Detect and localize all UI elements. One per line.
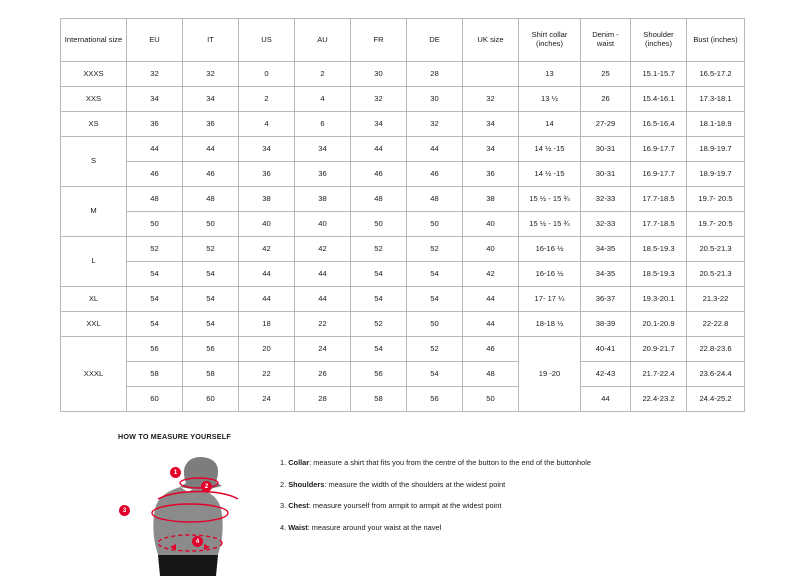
cell-bust: 20.5-21.3 [687,262,745,287]
cell-de: 50 [407,212,463,237]
cell-it: 52 [183,237,239,262]
marker-1-collar: 1 [170,467,181,478]
cell-us: 34 [239,137,295,162]
table-header [61,19,745,62]
cell-denim-waist: 30-31 [581,162,631,187]
cell-fr: 46 [351,162,407,187]
cell-fr: 30 [351,62,407,87]
cell-shirt-collar: 13 [519,62,581,87]
cell-de: 52 [407,237,463,262]
cell-uk: 50 [463,387,519,412]
cell-fr: 52 [351,312,407,337]
step-term: Shoulders [288,479,325,489]
cell-au: 22 [295,312,351,337]
cell-denim-waist: 30-31 [581,137,631,162]
table-row [61,237,745,262]
cell-shoulder: 20.1-20.9 [631,312,687,337]
cell-fr: 54 [351,337,407,362]
cell-shoulder: 18.5-19.3 [631,237,687,262]
cell-shoulder: 15.1-15.7 [631,62,687,87]
cell-de: 30 [407,87,463,112]
cell-international-size: XXL [61,312,127,337]
cell-international-size: XXS [61,87,127,112]
cell-fr: 48 [351,187,407,212]
cell-it: 58 [183,362,239,387]
cell-shirt-collar: 15 ½ - 15 ¾ [519,212,581,237]
cell-it: 36 [183,112,239,137]
cell-shoulder: 16.9-17.7 [631,162,687,187]
cell-uk: 34 [463,112,519,137]
cell-shoulder: 15.4-16.1 [631,87,687,112]
step-number: 1. [280,458,289,467]
header-row [61,19,745,62]
cell-it: 46 [183,162,239,187]
cell-bust: 24.4-25.2 [687,387,745,412]
cell-bust: 23.6-24.4 [687,362,745,387]
header-cell: US [239,19,295,62]
cell-bust: 21.3-22 [687,287,745,312]
header-cell: FR [351,19,407,62]
cell-us: 36 [239,162,295,187]
cell-fr: 34 [351,112,407,137]
cell-denim-waist: 26 [581,87,631,112]
cell-eu: 52 [127,237,183,262]
step-term: Chest [288,501,309,511]
cell-international-size: XS [61,112,127,137]
cell-shirt-collar: 17- 17 ¼ [519,287,581,312]
cell-us: 42 [239,237,295,262]
cell-us: 24 [239,387,295,412]
cell-de: 52 [407,337,463,362]
cell-us: 44 [239,287,295,312]
torso-illustration-icon [118,451,258,576]
cell-international-size: XXXS [61,62,127,87]
step-term: Waist [288,522,308,532]
cell-us: 0 [239,62,295,87]
cell-eu: 58 [127,362,183,387]
table-row [61,262,745,287]
step-number: 3. [280,501,289,511]
header-cell: EU [127,19,183,62]
cell-shoulder: 17.7-18.5 [631,212,687,237]
cell-denim-waist: 34-35 [581,262,631,287]
cell-bust: 20.5-21.3 [687,237,745,262]
cell-international-size: S [61,137,127,187]
table-row [61,312,745,337]
cell-bust: 22-22.8 [687,312,745,337]
cell-au: 28 [295,387,351,412]
cell-denim-waist: 32-33 [581,212,631,237]
cell-bust: 16.5-17.2 [687,62,745,87]
step-number: 4. [280,522,289,532]
cell-de: 54 [407,362,463,387]
step-text: : measure the width of the shoulders at the widest point [324,479,506,489]
table-row [61,87,745,112]
table-row [61,387,745,412]
header-cell: AU [295,19,351,62]
cell-fr: 52 [351,237,407,262]
cell-de: 54 [407,262,463,287]
table-row [61,187,745,212]
header-cell: UK size [463,19,519,62]
header-cell: Denim - waist [581,19,631,62]
header-cell: DE [407,19,463,62]
cell-us: 2 [239,87,295,112]
cell-au: 4 [295,87,351,112]
cell-shoulder: 21.7-22.4 [631,362,687,387]
header-cell: Shirt collar (inches) [519,19,581,62]
how-to-measure-section [118,432,738,576]
cell-au: 44 [295,262,351,287]
cell-de: 54 [407,287,463,312]
cell-au: 6 [295,112,351,137]
cell-eu: 44 [127,137,183,162]
cell-shoulder: 16.9-17.7 [631,137,687,162]
cell-eu: 54 [127,287,183,312]
cell-uk: 32 [463,87,519,112]
cell-eu: 48 [127,187,183,212]
cell-denim-waist: 25 [581,62,631,87]
cell-shoulder: 19.3-20.1 [631,287,687,312]
measure-step [280,481,591,490]
table-row [61,137,745,162]
cell-eu: 34 [127,87,183,112]
cell-au: 42 [295,237,351,262]
header-cell: Shoulder (inches) [631,19,687,62]
cell-denim-waist: 34-35 [581,237,631,262]
header-cell: IT [183,19,239,62]
cell-shirt-collar: 14 [519,112,581,137]
cell-uk: 46 [463,337,519,362]
cell-eu: 36 [127,112,183,137]
cell-shirt-collar: 15 ½ - 15 ¾ [519,187,581,212]
cell-bust: 18.1-18.9 [687,112,745,137]
cell-fr: 50 [351,212,407,237]
table-row [61,162,745,187]
cell-shoulder: 20.9-21.7 [631,337,687,362]
cell-eu: 50 [127,212,183,237]
step-text: : measure yourself from armpit to armpit at the widest point [308,501,502,511]
cell-uk: 44 [463,287,519,312]
cell-it: 32 [183,62,239,87]
cell-denim-waist: 44 [581,387,631,412]
cell-au: 40 [295,212,351,237]
cell-uk: 40 [463,212,519,237]
cell-us: 38 [239,187,295,212]
cell-it: 54 [183,262,239,287]
torso-figure [118,451,258,576]
cell-de: 48 [407,187,463,212]
step-text: : measure a shirt that fits you from the centre of the button to the end of the buttonhole [309,458,592,467]
cell-de: 46 [407,162,463,187]
cell-eu: 32 [127,62,183,87]
cell-us: 18 [239,312,295,337]
cell-fr: 54 [351,262,407,287]
cell-us: 22 [239,362,295,387]
cell-de: 56 [407,387,463,412]
cell-uk: 38 [463,187,519,212]
step-number: 2. [280,479,289,489]
cell-international-size: M [61,187,127,237]
table-body [61,62,745,412]
cell-shirt-collar: 18-18 ½ [519,312,581,337]
cell-de: 28 [407,62,463,87]
cell-uk: 36 [463,162,519,187]
cell-shoulder: 18.5-19.3 [631,262,687,287]
marker-3-chest: 3 [119,505,130,516]
table-row [61,337,745,362]
cell-shirt-collar: 16-16 ½ [519,262,581,287]
cell-au: 38 [295,187,351,212]
cell-shoulder: 22.4-23.2 [631,387,687,412]
table-row [61,362,745,387]
cell-au: 26 [295,362,351,387]
cell-it: 34 [183,87,239,112]
measure-steps-list [280,451,591,545]
cell-international-size: XXXL [61,337,127,412]
cell-denim-waist: 38-39 [581,312,631,337]
cell-denim-waist: 32-33 [581,187,631,212]
cell-de: 44 [407,137,463,162]
size-chart-table [60,18,745,412]
table-row [61,62,745,87]
cell-eu: 46 [127,162,183,187]
cell-bust: 19.7- 20.5 [687,187,745,212]
cell-eu: 54 [127,312,183,337]
cell-uk: 48 [463,362,519,387]
cell-de: 50 [407,312,463,337]
cell-fr: 44 [351,137,407,162]
cell-shirt-collar: 19 -20 [519,337,581,412]
cell-denim-waist: 36-37 [581,287,631,312]
cell-shoulder: 16.5-16.4 [631,112,687,137]
how-to-measure-title: HOW TO MEASURE YOURSELF [118,432,231,441]
header-cell: Bust (inches) [687,19,745,62]
cell-eu: 56 [127,337,183,362]
cell-us: 4 [239,112,295,137]
cell-us: 44 [239,262,295,287]
measure-step [280,459,591,468]
table-row [61,212,745,237]
measure-step [280,524,591,533]
cell-fr: 56 [351,362,407,387]
cell-denim-waist: 42-43 [581,362,631,387]
cell-bust: 17.3-18.1 [687,87,745,112]
cell-fr: 54 [351,287,407,312]
cell-uk: 40 [463,237,519,262]
marker-2-shoulders: 2 [201,481,212,492]
step-text: : measure around your waist at the navel [307,522,442,532]
cell-uk: 42 [463,262,519,287]
cell-au: 36 [295,162,351,187]
cell-it: 60 [183,387,239,412]
cell-au: 34 [295,137,351,162]
cell-au: 2 [295,62,351,87]
table-row [61,287,745,312]
table-row [61,112,745,137]
cell-it: 44 [183,137,239,162]
cell-au: 24 [295,337,351,362]
cell-it: 54 [183,312,239,337]
how-to-measure-body [118,451,738,576]
header-cell: International size [61,19,127,62]
cell-uk: 44 [463,312,519,337]
marker-4-waist: 4 [192,536,203,547]
cell-de: 32 [407,112,463,137]
cell-shirt-collar: 16-16 ½ [519,237,581,262]
cell-uk [463,62,519,87]
cell-bust: 18.9-19.7 [687,162,745,187]
cell-fr: 58 [351,387,407,412]
cell-eu: 54 [127,262,183,287]
cell-shirt-collar: 14 ½ -15 [519,137,581,162]
cell-shirt-collar: 14 ½ -15 [519,162,581,187]
cell-us: 20 [239,337,295,362]
cell-fr: 32 [351,87,407,112]
cell-it: 56 [183,337,239,362]
cell-eu: 60 [127,387,183,412]
cell-it: 48 [183,187,239,212]
cell-bust: 18.9-19.7 [687,137,745,162]
cell-bust: 19.7- 20.5 [687,212,745,237]
cell-denim-waist: 27-29 [581,112,631,137]
cell-international-size: XL [61,287,127,312]
cell-it: 54 [183,287,239,312]
cell-bust: 22.8-23.6 [687,337,745,362]
measure-step [280,502,591,511]
cell-uk: 34 [463,137,519,162]
cell-us: 40 [239,212,295,237]
cell-shoulder: 17.7-18.5 [631,187,687,212]
cell-it: 50 [183,212,239,237]
cell-au: 44 [295,287,351,312]
cell-denim-waist: 40-41 [581,337,631,362]
step-term: Collar [288,458,310,467]
cell-shirt-collar: 13 ½ [519,87,581,112]
cell-international-size: L [61,237,127,287]
